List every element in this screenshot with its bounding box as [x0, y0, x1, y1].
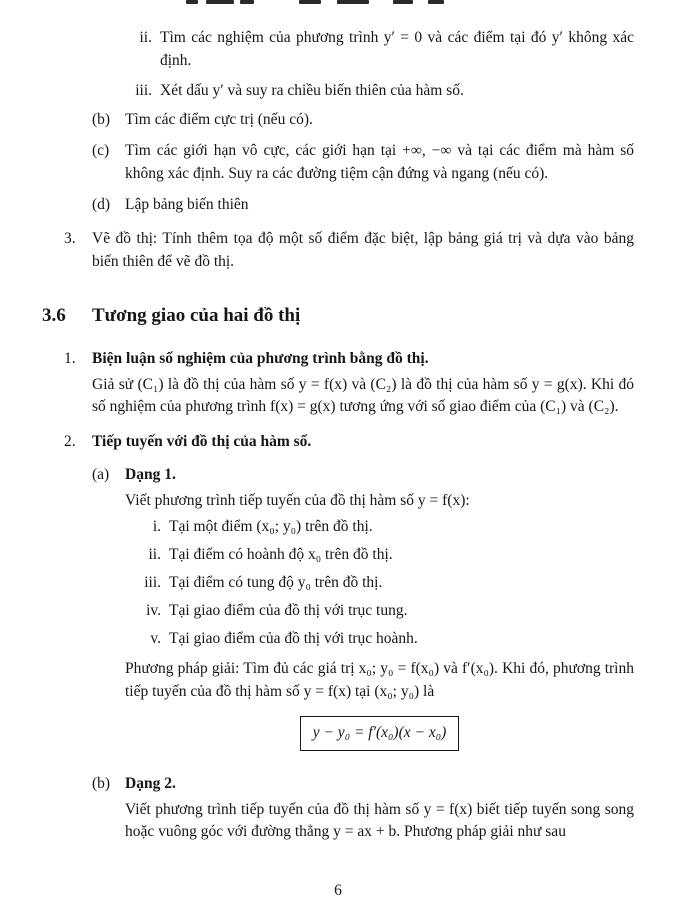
- item-title: Tiếp tuyến với đồ thị của hàm số.: [92, 433, 312, 451]
- tangent-formula-container: [125, 716, 634, 751]
- list-item-dang2: [92, 773, 634, 844]
- item-label: (b): [92, 774, 111, 792]
- dang1-method: Phương pháp giải: Tìm đủ các giá trị x₀; y₀ = f(x₀) và f′(x₀). Khi đó, phương trình tiếp tuyến của đồ thị hàm số y = f(x) tại (x₀; y₀) là: [125, 660, 634, 701]
- item-label: (c): [92, 142, 110, 160]
- list-item-d: [92, 194, 634, 217]
- list-item-v: [125, 628, 634, 651]
- list-item-1: [64, 348, 634, 419]
- list-item-b: [92, 109, 634, 132]
- item-text: Tìm các điểm cực trị (nếu có).: [125, 111, 313, 129]
- list-item-ii: [125, 544, 634, 567]
- item-text: Tại giao điểm của đồ thị với trục hoành.: [169, 629, 418, 647]
- section-title: Tương giao của hai đồ thị: [92, 305, 301, 327]
- item-text: Tại điểm có hoành độ x₀ trên đồ thị.: [169, 546, 393, 564]
- section-heading: [42, 304, 634, 328]
- page-number: 6: [334, 882, 342, 900]
- item-label: iii.: [144, 574, 161, 592]
- item-label: v.: [150, 629, 161, 647]
- section-number: 3.6: [42, 305, 66, 327]
- item-label: (d): [92, 195, 111, 213]
- list-item-c: [92, 140, 634, 186]
- dang1-intro: Viết phương trình tiếp tuyến của đồ thị hàm số y = f(x):: [125, 491, 470, 509]
- item-text: Vẽ đồ thị: Tính thêm tọa độ một số điểm đặc biệt, lập bảng giá trị và dựa vào bảng biến thiên để vẽ đồ thị.: [92, 230, 634, 271]
- dang2-body: Viết phương trình tiếp tuyến của đồ thị hàm số y = f(x) biết tiếp tuyến song song hoặc vuông góc với đường thẳng y = ax + b. Phương pháp giải như sau: [125, 800, 634, 841]
- item-text: Lập bảng biến thiên: [125, 195, 249, 213]
- list-item-dang1: [92, 464, 634, 765]
- item-text: Tại giao điểm của đồ thị với trục tung.: [169, 601, 408, 619]
- list-item-2: [64, 431, 634, 454]
- list-item-3: [64, 228, 634, 274]
- item-title: Biện luận số nghiệm của phương trình bằng đồ thị.: [92, 349, 429, 367]
- item-label: 1.: [64, 349, 76, 367]
- dang1-title: Dạng 1.: [125, 465, 176, 483]
- item-label: iii.: [135, 81, 152, 99]
- list-item-iii: [125, 572, 634, 595]
- list-item-iv: [125, 600, 634, 623]
- item-label: (b): [92, 111, 111, 129]
- list-item-iii: [112, 80, 634, 103]
- item-text: Tìm các giới hạn vô cực, các giới hạn tại +∞, −∞ và tại các điểm mà hàm số không xác định. Suy ra các đường tiệm cận đứng và ngang (nếu có).: [125, 142, 634, 182]
- tangent-formula: y − y₀ = f′(x₀)(x − x₀): [300, 716, 460, 751]
- item-label: (a): [92, 465, 110, 483]
- item-label: iv.: [146, 601, 161, 619]
- item-body: Giả sử (C₁) là đồ thị của hàm số y = f(x) và (C₂) là đồ thị của hàm số y = g(x). Khi đó số nghiệm của phương trình f(x) = g(x) tương ứng với số giao điểm của (C₁) và (C₂).: [92, 375, 634, 416]
- cropped-previous-line: [0, 0, 676, 6]
- list-item-ii: [112, 27, 634, 73]
- item-label: i.: [152, 518, 161, 536]
- dang2-title: Dạng 2.: [125, 774, 176, 792]
- item-text: Tại điểm có tung độ y₀ trên đồ thị.: [169, 574, 383, 592]
- item-label: ii.: [148, 546, 161, 564]
- item-label: ii.: [139, 29, 152, 46]
- item-text: Tìm các nghiệm của phương trình y′ = 0 và các điểm tại đó y′ không xác định.: [160, 29, 634, 69]
- item-text: Tại một điểm (x₀; y₀) trên đồ thị.: [169, 518, 373, 536]
- item-label: 2.: [64, 433, 76, 451]
- item-label: 3.: [64, 230, 76, 248]
- item-text: Xét dấu y′ và suy ra chiều biến thiên của hàm số.: [160, 81, 464, 99]
- list-item-i: [125, 516, 634, 539]
